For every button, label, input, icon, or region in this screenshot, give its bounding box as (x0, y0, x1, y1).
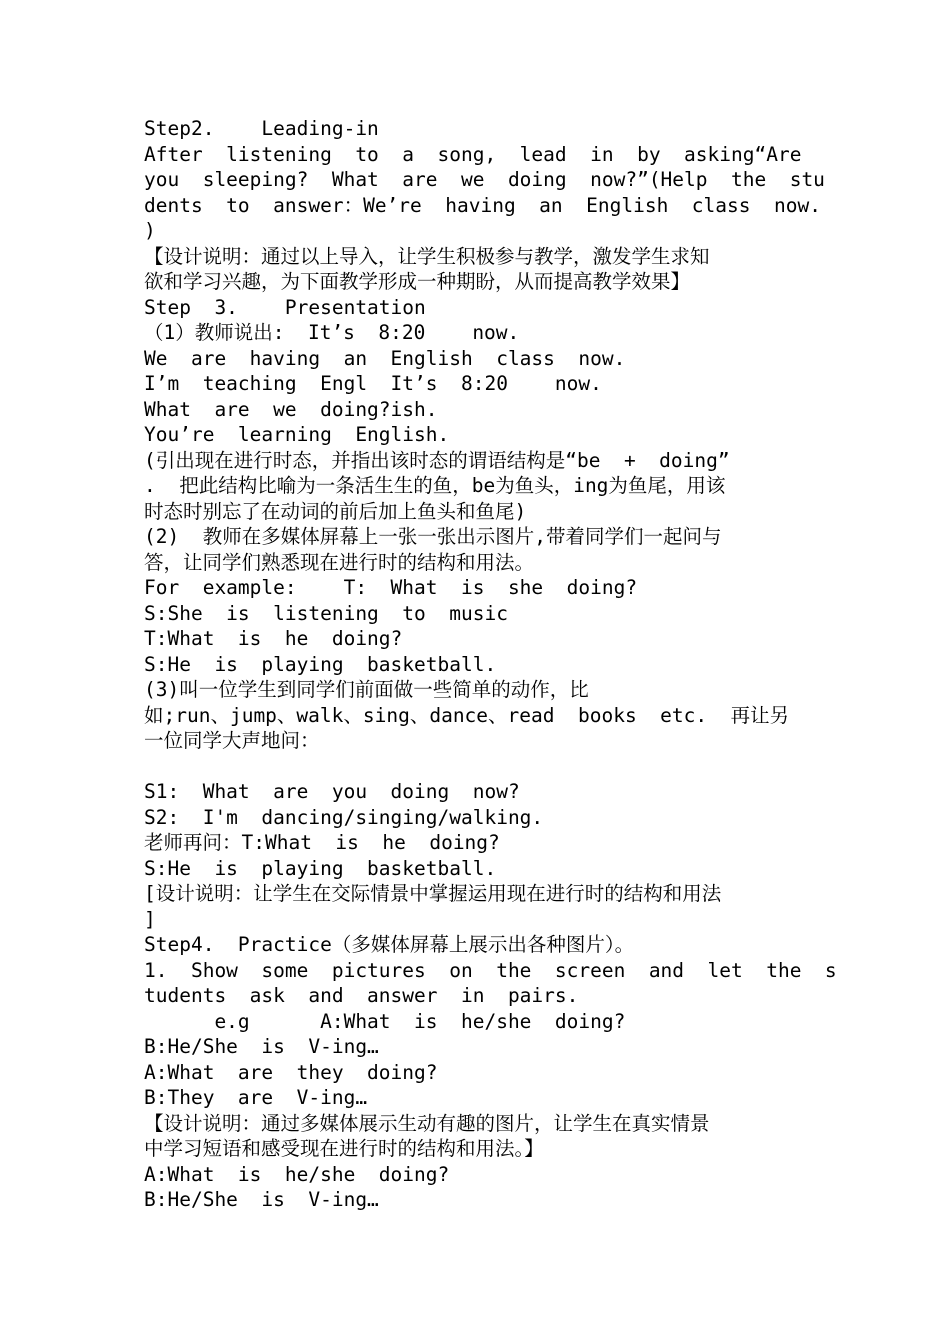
dialogue-line: 老师再问：T:What is he doing? (144, 831, 500, 854)
text-line: You’re learning English. (144, 423, 450, 446)
text-line: 答，让同学们熟悉现在进行时的结构和用法。 (144, 550, 535, 574)
dialogue-line: B:He/She is V-ing… (144, 1035, 379, 1058)
dialogue-line: S:He is playing basketball. (144, 856, 497, 880)
text-line: 1. Show some pictures on the screen and let the s (144, 958, 837, 982)
dialogue-line: B:They are V-ing… (144, 1086, 368, 1109)
dialogue-line: A:What are they doing? (144, 1060, 438, 1084)
text-line: . 把此结构比喻为一条活生生的鱼，be为鱼头，ing为鱼尾，用该 (144, 474, 726, 497)
step4-heading: Step4. Practice（多媒体屏幕上展示出各种图片）。 (144, 933, 635, 956)
text-line: After listening to a song, lead in by asking“Are (144, 142, 802, 166)
step2-heading: Step2. Leading-in (144, 117, 379, 140)
design-note-line: 中学习短语和感受现在进行时的结构和用法。】 (144, 1137, 544, 1160)
text-line: I’m teaching Engl It’s 8:20 now. (144, 372, 602, 395)
design-note-line: 欲和学习兴趣，为下面教学形成一种期盼，从而提高教学效果】 (144, 270, 691, 293)
document-body (144, 116, 837, 1213)
design-note-line: 【设计说明：通过多媒体展示生动有趣的图片，让学生在真实情景 (144, 1111, 710, 1135)
design-note-line: 【设计说明：通过以上导入，让学生积极参与教学，激发学生求知 (144, 244, 710, 268)
text-line: ) (144, 219, 156, 242)
text-line: 时态时别忘了在动词的前后加上鱼头和鱼尾) (144, 499, 527, 523)
text-line: (3)叫一位学生到同学们前面做一些简单的动作，比 (144, 678, 589, 701)
dialogue-line: S:She is listening to music (144, 601, 508, 625)
design-note-line: [设计说明：让学生在交际情景中掌握运用现在进行时的结构和用法 (144, 882, 722, 905)
dialogue-line: S:He is playing basketball. (144, 652, 497, 676)
design-note-line: ] (144, 907, 156, 931)
dialogue-line: A:What is he/she doing? (144, 1162, 450, 1186)
text-line: you sleeping? What are we doing now?”(Help the stu (144, 168, 825, 191)
dialogue-line: T:What is he doing? (144, 627, 403, 650)
blank-line (144, 754, 814, 780)
text-line: (引出现在进行时态，并指出该时态的谓语结构是“be + doing” (144, 448, 730, 472)
text-line: tudents ask and answer in pairs. (144, 984, 579, 1007)
dialogue-line: e.g A:What is he/she doing? (144, 1009, 626, 1033)
text-line: （1）教师说出: It’s 8:20 now. (144, 321, 520, 344)
text-line: dents to answer：We’re having an English class now. (144, 193, 821, 217)
dialogue-line: S1: What are you doing now? (144, 780, 520, 803)
dialogue-line: B:He/She is V-ing… (144, 1188, 379, 1211)
dialogue-line: For example: T: What is she doing? (144, 576, 638, 599)
text-line: We are having an English class now. (144, 346, 626, 370)
step3-heading: Step 3. Presentation (144, 295, 426, 319)
text-line: 如;run、jump、walk、sing、dance、read books etc. 再让另 (144, 703, 790, 727)
dialogue-line: S2: I'm dancing/singing/walking. (144, 805, 544, 829)
text-line: (2) 教师在多媒体屏幕上一张一张出示图片,带着同学们一起问与 (144, 525, 722, 548)
text-line: What are we doing?ish. (144, 397, 438, 421)
text-line: 一位同学大声地问： (144, 729, 320, 752)
